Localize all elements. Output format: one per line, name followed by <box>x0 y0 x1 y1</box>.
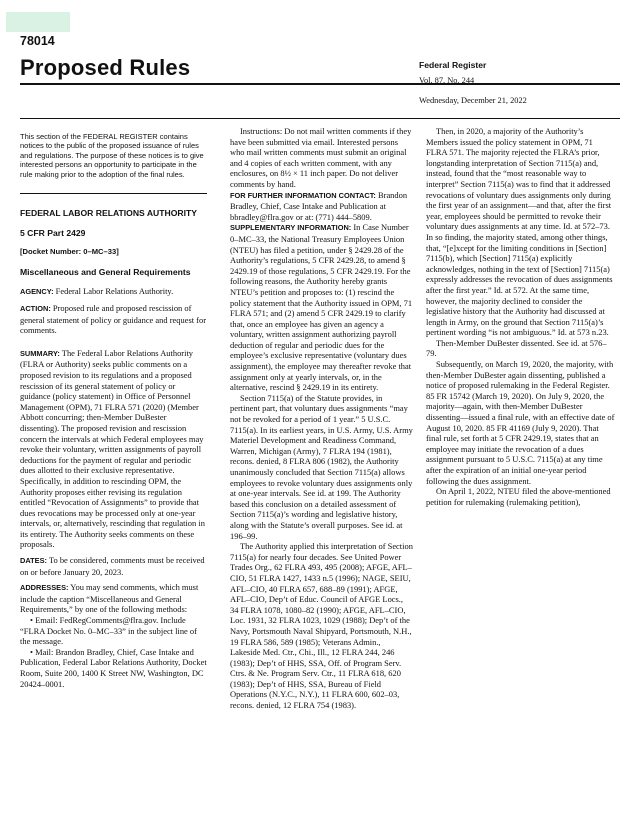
rulemaking-paragraph: Subsequently, on March 19, 2020, the majority, with then-Member DuBester again dissenting, published a notice of proposed rulemaking in the Federal Register. 85 FR 15742 (March 19, 2020). On July 9, 2020, the majority—again, with then-Member DuBester dissenting—issued a final rule, with an effective date of August 10, 2020. 85 FR 41169 (July 9, 2020). That final rule, set forth at 5 CFR 2429.19, states that an employee may initiate the revocation of a dues assignment pursuant to 5 U.S.C. 7115(a) at any time after the expiration of an initial one-year period following the dues assignment. <box>426 359 615 486</box>
interpretation-paragraph: The Authority applied this interpretation of Section 7115(a) for nearly four decades. See United Power Trades Org., 62 FLRA 493, 495 (2008); AFGE, AFL–CIO, 51 FLRA 1427, 1433 n.5 (1996); NAGE, SEIU, AFL–CIO, 40 FLRA 657, 688–89 (1991); AFGE, AFL–CIO, Dep’t of Educ. Council of AFGE Locs., 34 FLRA 1078, 1080–82 (1990); AFGE, AFL–CIO, Loc. 1931, 32 FLRA 1023, 1029 (1988); Dep’t of the Navy, Portsmouth Naval Shipyard, Portsmouth, N.H., 19 FLRA 586, 589 (1985); Veterans Admin., Lakeside Med. Ctr., Chi., Ill., 12 FLRA 244, 246 (1983); Dep’t of HHS, SSA, Off. of Program Serv. Ctrs. & Ne. Program Serv. Ctr., 11 FLRA 618, 620 (1983); Dep’t of HHS, SSA, Bureau of Field Operations (N.Y.C., N.Y.), 11 FLRA 600, 602–03, recons. denied, 12 FLRA 754 (1983). <box>230 541 413 711</box>
dissent-paragraph: Then-Member DuBester dissented. See id. at 576–79. <box>426 337 607 359</box>
addresses-text: You may send comments, which must include the caption “Miscellaneous and General Requirements,” by one of the following methods: <box>20 582 199 615</box>
summary-text: The Federal Labor Relations Authority (FLRA or Authority) seeks public comments on a proposed revision to its regulations and a proposed rescission of its general statement of policy or guidance (policy statement) in Office of Personnel Management (OPM), 71 FLRA 571 (2020) (Member Abbott concurring; then-Member DuBester dissenting). The proposed revision and rescission concern the intervals at which Federal employees may revoke their voluntary, written assignments of payroll deductions for the payment of regular and periodic dues allotted to their exclusive representative. Specifically, in addition to rescinding OPM, the Authority proposes either revising its regulation entitled “Revocation of Assignments” to provide that dues revocations may be processed only at one-year intervals, or, alternatively, rescinding that regulation in its entirety. The Authority seeks comments on these proposals. <box>20 347 205 550</box>
page-title: Proposed Rules <box>20 55 191 80</box>
highlight-marker <box>6 12 70 32</box>
dates-text: To be considered, comments must be received on or before January 20, 2023. <box>20 555 205 577</box>
agency-label: AGENCY: <box>20 287 54 297</box>
page-number: 78014 <box>20 34 55 48</box>
action-line <box>20 303 207 336</box>
contact-text: Brandon Bradley, Chief, Case Intake and Publication at bbradley@flra.gov or at: (771) 444–5809. <box>230 189 408 222</box>
action-text: Proposed rule and proposed rescission of general statement of policy or guidance and request for comments. <box>20 303 207 336</box>
column-3 <box>426 126 616 507</box>
instructions-paragraph: Instructions: Do not mail written comments if they have been submitted via email. Interested persons who mail written comments must submit an original and 4 copies of each written comment, with any enclosures, on 8½ × 11 inch paper. Do not deliver comments by hand. <box>230 126 412 189</box>
contact-paragraph <box>230 190 413 223</box>
action-label: ACTION: <box>20 304 51 313</box>
document-subject: Miscellaneous and General Requirements <box>20 266 191 277</box>
dates-paragraph <box>20 555 207 577</box>
cfr-part: 5 CFR Part 2429 <box>20 227 86 238</box>
email-bullet: • Email: FedRegComments@flra.gov. Include “FLRA Docket No. 0–MC–33” in the subject line of the message. <box>20 615 197 647</box>
summary-label: SUMMARY: <box>20 348 60 358</box>
agency-name: FEDERAL LABOR RELATIONS AUTHORITY <box>20 208 197 219</box>
summary-paragraph <box>20 348 207 550</box>
intro-notice: This section of the FEDERAL REGISTER contains notices to the public of the proposed issuance of rules and regulations. The purpose of these notices is to give interested persons an opportunity to participate in the rule making prior to the adoption of the final rules. <box>20 132 204 179</box>
mail-bullet: • Mail: Brandon Bradley, Chief, Case Intake and Publication, Federal Labor Relations Authority, Docket Room, Suite 200, 1400 K Street NW, Washington, DC 20424–0001. <box>20 646 207 689</box>
publication-date: Wednesday, December 21, 2022 <box>419 96 527 105</box>
addresses-paragraph <box>20 582 207 615</box>
dates-label: DATES: <box>20 556 47 566</box>
policy-2020-paragraph: Then, in 2020, a majority of the Authority’s Members issued the policy statement in OPM, 71 FLRA 571. The majority rejected the FLRA’s prior, longstanding interpretation of Section 7115(a) and, instead, found that the “most reasonable way to interpret” Section 7115(a) was to find that it addressed revocations of voluntary dues assignments only during the first year of an assignment—and that, after the first year, employees should be permitted to revoke their voluntary dues assignments at any time. Id. at 572–73. In so finding, the majority stated, among other things, that, “[e]xcept for the limiting conditions in [Section] 7115(b), which [Section] 7115(a) explicitly acknowledges, nothing in the text of [Section] 7115(a) expressly addresses the revocation of dues assignments after the first year.” Id. at 572. At the same time, however, the majority declined to consider the legislative history that the Authority had discussed at length in Army, on the ground that Section 7115(a)’s pertinent wording “is not ambiguous.” Id. at 573 n.23. <box>426 126 613 338</box>
addresses-label: ADDRESSES: <box>20 583 69 593</box>
supplementary-label: SUPPLEMENTARY INFORMATION: <box>230 223 352 233</box>
volume-number: Vol. 87, No. 244 <box>419 76 475 85</box>
supplementary-text: In Case Number 0–MC–33, the National Treasury Employees Union (NTEU) has filed a petition, under § 2429.28 of the Authority’s regulations, 5 CFR 2429.28, to amend § 2429.19 of those regulations, 5 CFR 2429.19. For the following reasons, the Authority hereby grants NTEU’s petition and proposes to: (1) rescind the policy statement that the Authority issued in OPM, 71 FLRA 571; and (2) amend 5 CFR 2429.19 to clarify that, once an employee has given an agency a voluntary, written assignment authorizing payroll deduction of regular and periodic dues for the employee’s exclusive representative (voluntary dues assignment), the employee may thereafter revoke that assignment only at yearly intervals, or, in the alternative, rescind § 2429.19 in its entirety. <box>230 222 413 393</box>
petition-paragraph: On April 1, 2022, NTEU filed the above-mentioned petition for rulemaking (rulemaking petition), <box>426 486 611 507</box>
supplementary-paragraph <box>230 222 413 393</box>
header-rule-thin <box>20 118 620 119</box>
publication-name: Federal Register <box>419 60 487 70</box>
header-rule <box>20 83 620 85</box>
contact-label: FOR FURTHER INFORMATION CONTACT: <box>230 190 376 200</box>
docket-number: [Docket Number: 0–MC–33] <box>20 247 119 257</box>
column-1 <box>20 126 207 689</box>
section-divider <box>20 193 207 194</box>
agency-text: Federal Labor Relations Authority. <box>55 286 174 297</box>
section-7115a-paragraph: Section 7115(a) of the Statute provides, in pertinent part, that voluntary dues assignments “may not be revoked for a period of 1 year.” 5 U.S.C. 7115(a). In its earliest years, in U.S. Army, U.S. Army Materiel Development and Readiness Command, Warren, Michigan (Army), 7 FLRA 194 (1981), recons. denied, 8 FLRA 806 (1982), the Authority unanimously concluded that Section 7115(a) allows employees to revoke voluntary dues assignments only at one-year intervals. See id. at 199. The Authority based this conclusion on a detailed assessment of Section 7115(a)’s wording and legislative history, along with the Statute’s overall purposes. See id. at 196–99. <box>230 392 413 541</box>
agency-line <box>20 286 207 298</box>
column-2 <box>230 126 413 711</box>
